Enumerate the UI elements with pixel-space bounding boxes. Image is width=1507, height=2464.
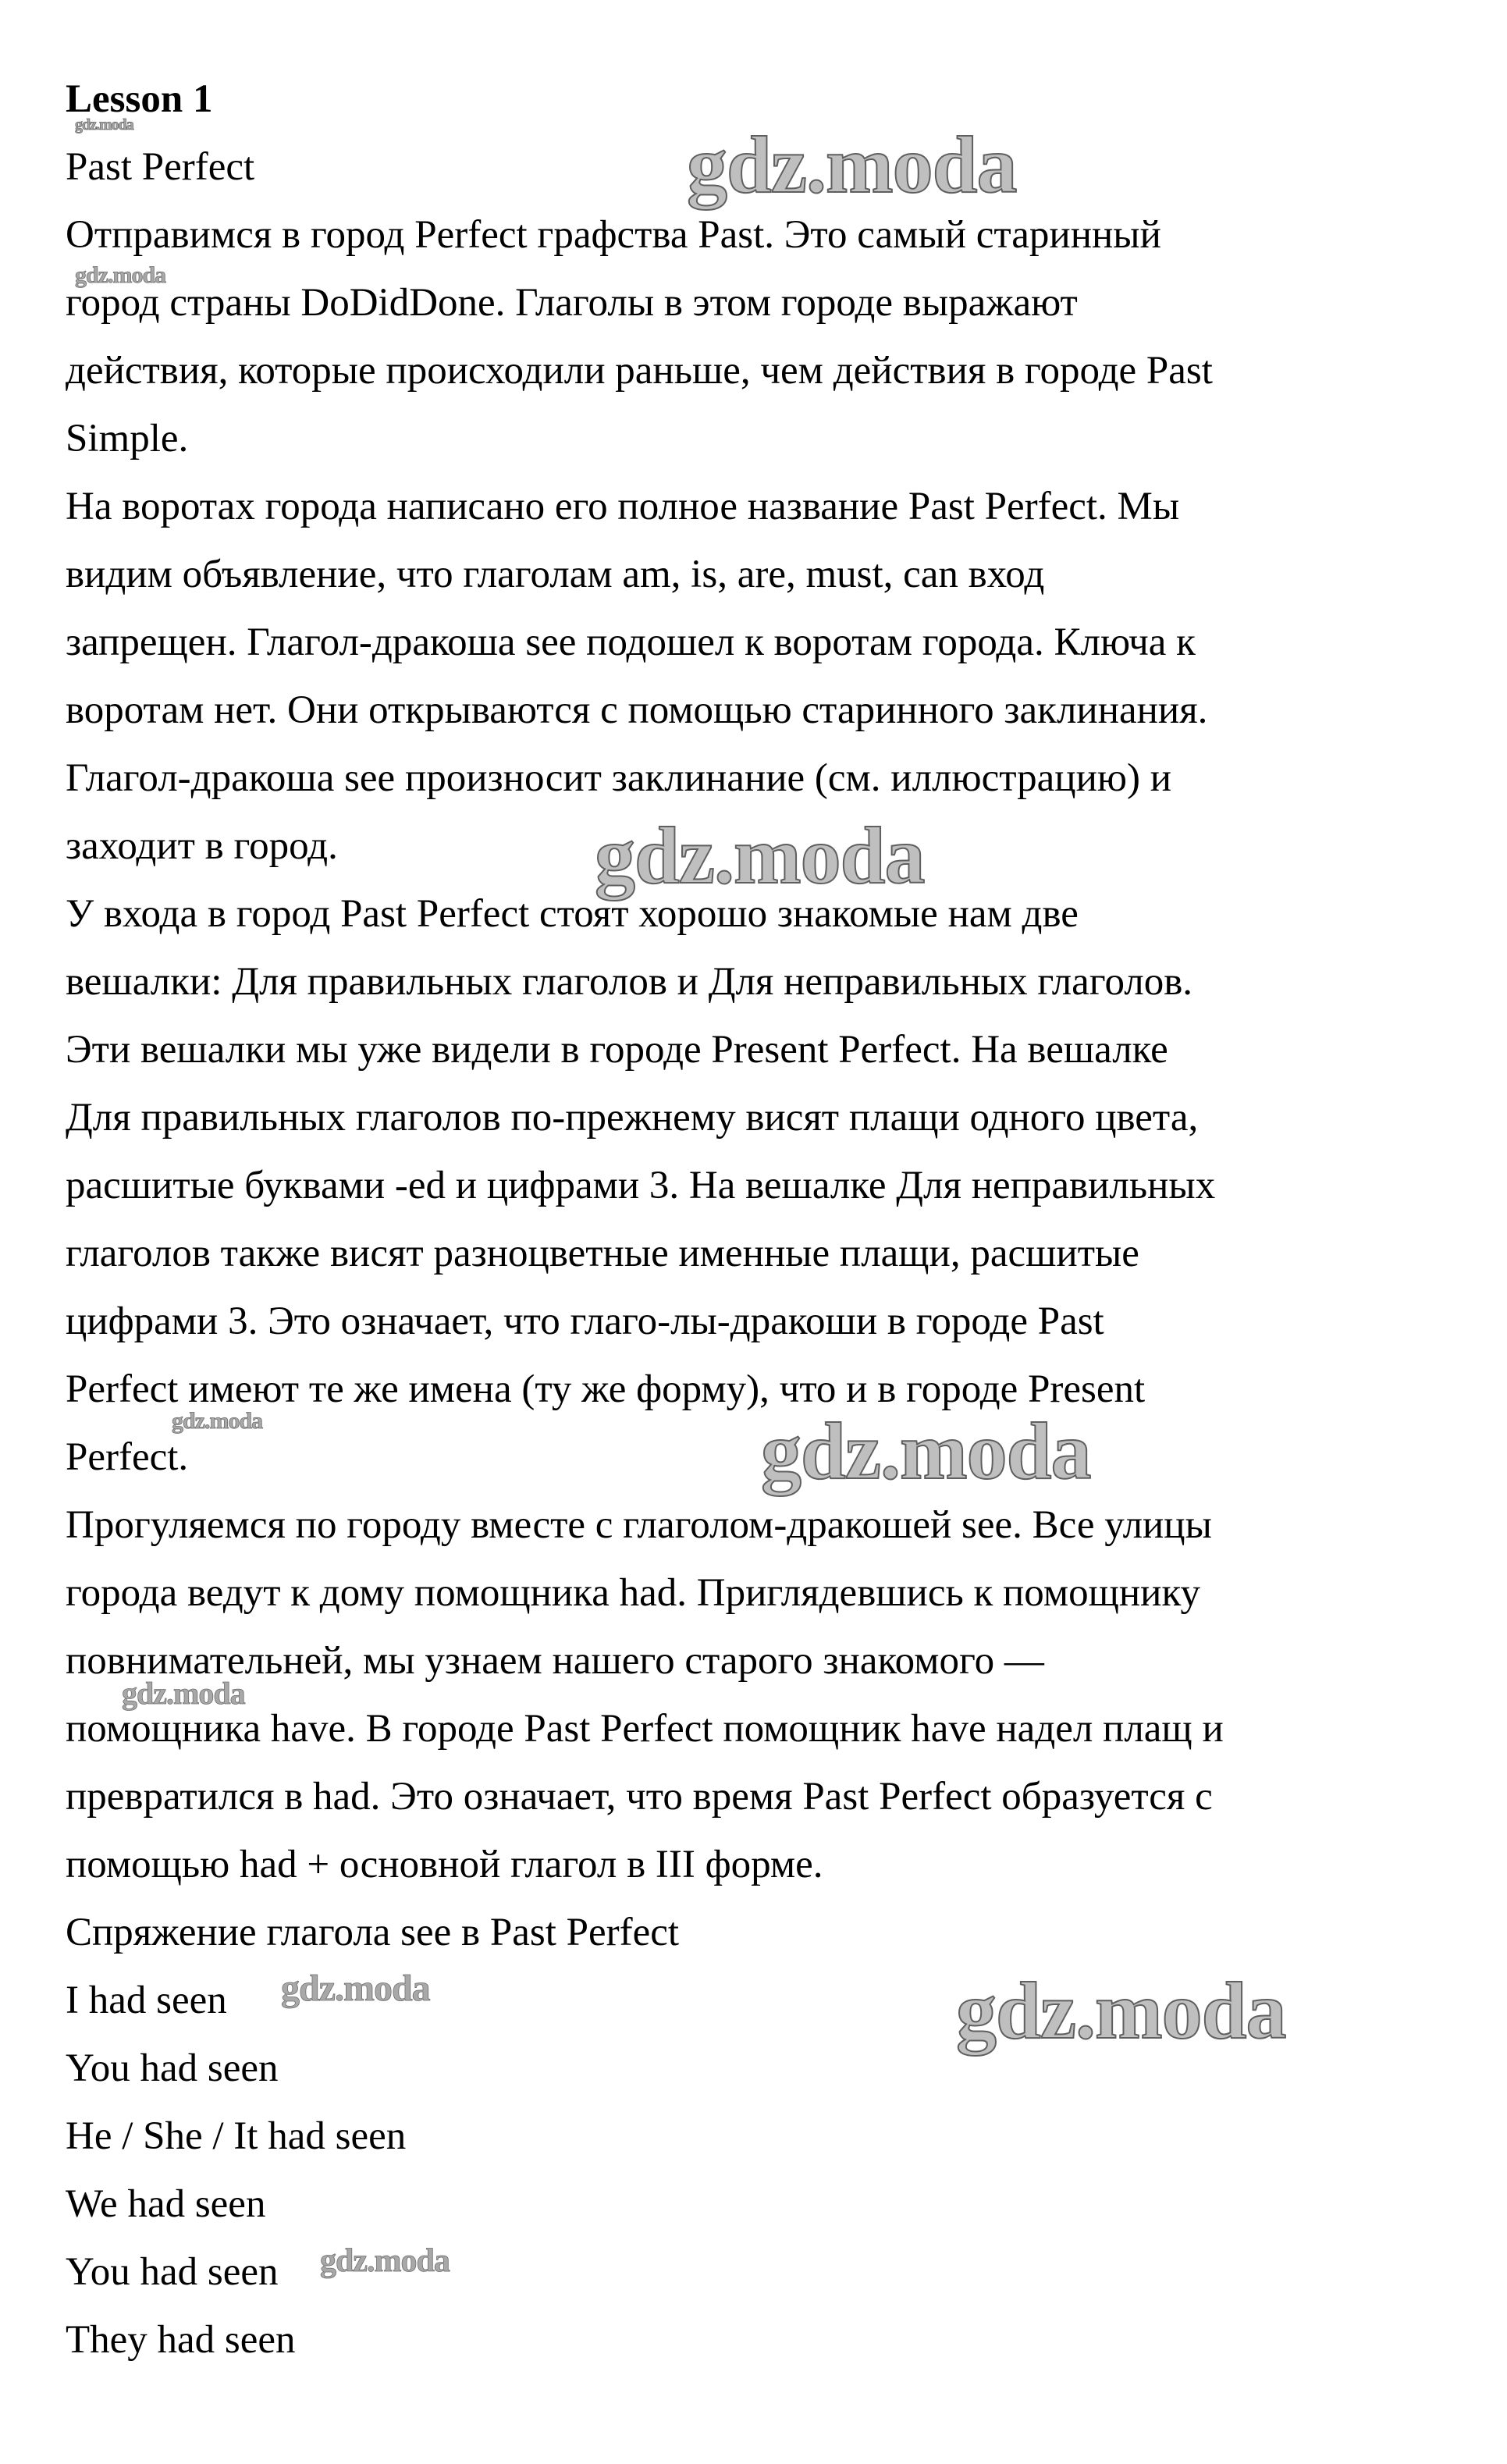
watermark-logo: gdz.moda [281,1968,430,2009]
text-line: You had seen [66,2046,279,2090]
text-line: Для правильных глаголов по-прежнему висят плащи одного цвета, [66,1096,1199,1140]
text-line: Simple. [66,417,189,460]
text-line: Отправимся в город Perfect графства Past. Это самый старинный [66,213,1161,257]
text-line: I had seen [66,1979,227,2022]
text-line: Глагол-дракоша see произносит заклинание (см. иллюстрацию) и [66,756,1171,800]
lesson-title: Lesson 1 [66,77,213,121]
text-line: He / She / It had seen [66,2114,407,2158]
text-line: Эти вешалки мы уже видели в городе Present Perfect. На вешалке [66,1028,1168,1072]
text-line: You had seen [66,2250,279,2294]
watermark-logo: gdz.moda [687,120,1017,210]
text-line: На воротах города написано его полное название Past Perfect. Мы [66,485,1180,528]
text-line: Perfect. [66,1435,189,1479]
text-line: глаголов также висят разноцветные именные плащи, расшитые [66,1232,1139,1275]
text-line: Perfect имеют те же имена (ту же форму), что и в городе Present [66,1367,1146,1411]
watermark-logo: gdz.moda [595,811,925,901]
text-line: города ведут к дому помощника had. Приглядевшись к помощнику [66,1571,1201,1615]
text-line: заходит в город. [66,824,338,868]
watermark-logo: gdz.moda [75,116,133,133]
text-line: видим объявление, что глаголам am, is, are, must, can вход [66,553,1045,596]
section-subtitle: Past Perfect [66,145,255,189]
watermark-logo: gdz.moda [320,2243,450,2279]
text-line: расшитые буквами -ed и цифрами 3. На вешалке Для неправильных [66,1164,1216,1207]
text-line: действия, которые происходили раньше, чем действия в городе Past [66,349,1213,393]
text-line: превратился в had. Это означает, что время Past Perfect образуется с [66,1775,1213,1819]
text-line: вешалки: Для правильных глаголов и Для неправильных глаголов. [66,960,1193,1004]
text-line: помощью had + основной глагол в III форме. [66,1843,823,1886]
watermark-logo: gdz.moda [122,1676,245,1711]
text-line: повнимательней, мы узнаем нашего старого знакомого — [66,1639,1044,1683]
text-line: запрещен. Глагол-дракоша see подошел к воротам города. Ключа к [66,620,1196,664]
text-line: They had seen [66,2318,296,2362]
text-line: We had seen [66,2182,266,2226]
watermark-logo: gdz.moda [172,1408,263,1434]
text-line: помощника have. В городе Past Perfect помощник have надел плащ и [66,1707,1224,1751]
text-line: город страны DoDidDone. Глаголы в этом городе выражают [66,281,1078,325]
text-line: Спряжение глагола see в Past Perfect [66,1911,680,1954]
text-line: Прогуляемся по городу вместе с глаголом-дракошей see. Все улицы [66,1503,1212,1547]
text-line: У входа в город Past Perfect стоят хорошо знакомые нам две [66,892,1079,936]
watermark-logo: gdz.moda [761,1406,1091,1496]
text-line: воротам нет. Они открываются с помощью старинного заклинания. [66,688,1208,732]
text-line: цифрами 3. Это означает, что глаго-лы-дракоши в городе Past [66,1300,1104,1343]
watermark-logo: gdz.moda [75,262,166,288]
watermark-logo: gdz.moda [956,1966,1286,2056]
